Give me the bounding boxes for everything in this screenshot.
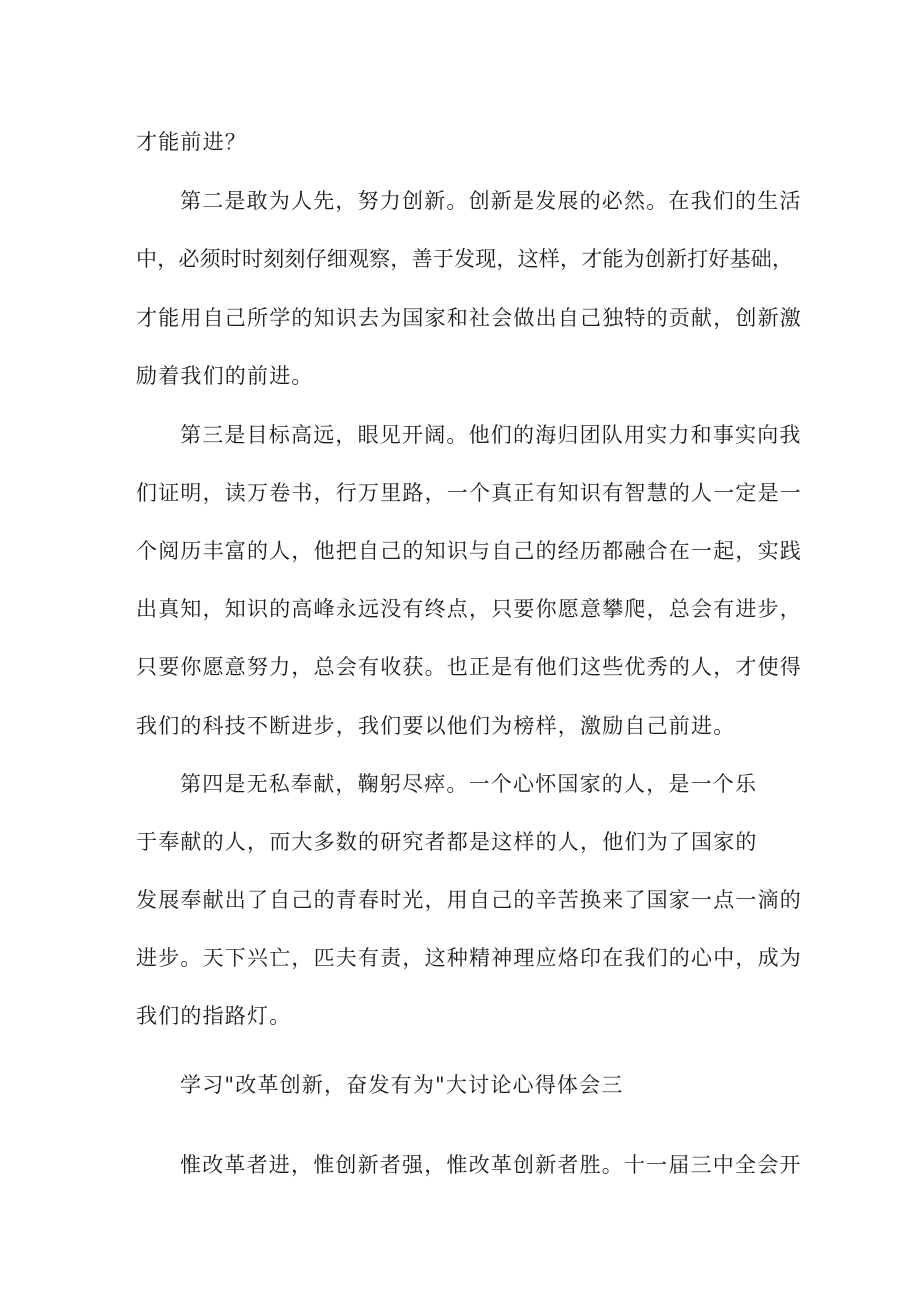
paragraph-4-line-4: 进步。天下兴亡，匹夫有责，这种精神理应烙印在我们的心中，成为 xyxy=(136,946,802,970)
text-line: 才能前进？ xyxy=(136,130,247,154)
paragraph-3-line-3: 个阅历丰富的人，他把自己的知识与自己的经历都融合在一起，实践 xyxy=(136,539,802,563)
paragraph-4-line-1: 第四是无私奉献，鞠躬尽瘁。一个心怀国家的人，是一个乐 xyxy=(180,772,758,796)
section-heading: 学习"改革创新，奋发有为"大讨论心得体会三 xyxy=(180,1073,624,1097)
paragraph-2-line-1: 第二是敢为人先，努力创新。创新是发展的必然。在我们的生活 xyxy=(180,189,802,213)
paragraph-2-line-2: 中，必须时时刻刻仔细观察，善于发现，这样，才能为创新打好基础， xyxy=(136,247,794,271)
paragraph-4-line-3: 发展奉献出了自己的青春时光，用自己的辛苦换来了国家一点一滴的 xyxy=(136,888,802,912)
paragraph-4-line-2: 于奉献的人，而大多数的研究者都是这样的人，他们为了国家的 xyxy=(136,830,758,854)
paragraph-3-line-6: 我们的科技不断进步，我们要以他们为榜样，激励自己前进。 xyxy=(136,714,736,738)
paragraph-2-line-3: 才能用自己所学的知识去为国家和社会做出自己独特的贡献，创新激 xyxy=(136,306,802,330)
paragraph-4-line-5: 我们的指路灯。 xyxy=(136,1004,292,1028)
paragraph-5-line-1: 惟改革者进，惟创新者强，惟改革创新者胜。十一届三中全会开 xyxy=(180,1153,802,1177)
paragraph-3-line-4: 出真知，知识的高峰永远没有终点，只要你愿意攀爬，总会有进步， xyxy=(136,597,802,621)
paragraph-2-line-4: 励着我们的前进。 xyxy=(136,364,314,388)
paragraph-3-line-1: 第三是目标高远，眼见开阔。他们的海归团队用实力和事实向我 xyxy=(180,423,802,447)
paragraph-3-line-5: 只要你愿意努力，总会有收获。也正是有他们这些优秀的人，才使得 xyxy=(136,655,802,679)
paragraph-3-line-2: 们证明，读万卷书，行万里路，一个真正有知识有智慧的人一定是一 xyxy=(136,481,802,505)
